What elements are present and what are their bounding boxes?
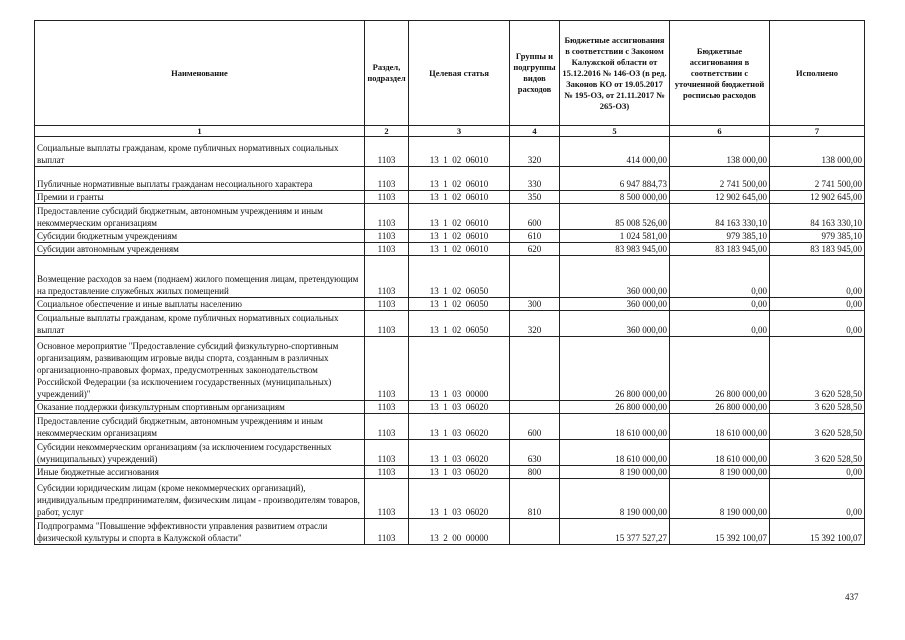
row-name: Подпрограмма "Повышение эффективности управления развитием отрасли физической культуры и спорта в Калужской области" (35, 519, 365, 545)
row-type: 330 (510, 167, 560, 191)
row-section: 1103 (365, 191, 409, 204)
row-executed: 0,00 (770, 479, 865, 519)
row-law: 1 024 581,00 (560, 230, 670, 243)
table-row (35, 230, 865, 243)
row-name: Возмещение расходов за наем (поднаем) жилого помещения лицам, претендующим на предоставление служебных жилых помещений (35, 256, 365, 298)
row-executed: 138 000,00 (770, 137, 865, 167)
row-section: 1103 (365, 479, 409, 519)
row-refined: 979 385,10 (670, 230, 770, 243)
row-type: 320 (510, 311, 560, 337)
table-row (35, 256, 865, 298)
row-target: 13 2 00 00000 (409, 519, 510, 545)
row-name: Иные бюджетные ассигнования (35, 466, 365, 479)
row-target: 13 1 02 06050 (409, 311, 510, 337)
row-section: 1103 (365, 256, 409, 298)
row-refined: 138 000,00 (670, 137, 770, 167)
row-name: Субсидии автономным учреждениям (35, 243, 365, 256)
row-section: 1103 (365, 298, 409, 311)
row-law: 414 000,00 (560, 137, 670, 167)
row-name: Социальное обеспечение и иные выплаты населению (35, 298, 365, 311)
row-law: 26 800 000,00 (560, 401, 670, 414)
table-row (35, 137, 865, 167)
row-refined: 18 610 000,00 (670, 414, 770, 440)
row-target: 13 1 03 06020 (409, 440, 510, 466)
row-executed: 979 385,10 (770, 230, 865, 243)
row-target: 13 1 03 06020 (409, 479, 510, 519)
table-row (35, 414, 865, 440)
row-refined: 26 800 000,00 (670, 337, 770, 401)
row-refined: 18 610 000,00 (670, 440, 770, 466)
row-section: 1103 (365, 440, 409, 466)
table-row (35, 401, 865, 414)
row-name: Публичные нормативные выплаты гражданам несоциального характера (35, 167, 365, 191)
header-section: Раздел, подраздел (365, 21, 409, 126)
header-refined: Бюджетные ассигнования в соответствии с уточненной бюджетной росписью расходов (670, 21, 770, 126)
row-target: 13 1 03 06020 (409, 466, 510, 479)
row-target: 13 1 02 06010 (409, 167, 510, 191)
row-section: 1103 (365, 137, 409, 167)
row-refined: 12 902 645,00 (670, 191, 770, 204)
row-law: 360 000,00 (560, 256, 670, 298)
budget-table-page (34, 20, 864, 545)
header-target: Целевая статья (409, 21, 510, 126)
row-refined: 0,00 (670, 256, 770, 298)
row-refined: 26 800 000,00 (670, 401, 770, 414)
row-target: 13 1 03 06020 (409, 401, 510, 414)
row-section: 1103 (365, 466, 409, 479)
row-name: Субсидии бюджетным учреждениям (35, 230, 365, 243)
row-name: Основное мероприятие "Предоставление субсидий физкультурно-спортивным организациям, развивающим игровые виды спорта, созданным в различных организационно-правовых формах, предусмотренных законодательством Российской Федерации (за исключением государственных (муниципальных) учреждений)" (35, 337, 365, 401)
row-executed: 3 620 528,50 (770, 414, 865, 440)
table-row (35, 440, 865, 466)
row-target: 13 1 03 00000 (409, 337, 510, 401)
row-type: 350 (510, 191, 560, 204)
row-law: 8 190 000,00 (560, 466, 670, 479)
column-numbers-row (35, 126, 865, 137)
row-target: 13 1 02 06050 (409, 256, 510, 298)
row-law: 360 000,00 (560, 311, 670, 337)
header-groups: Группы и подгруппы видов расходов (510, 21, 560, 126)
row-executed: 0,00 (770, 256, 865, 298)
row-type (510, 337, 560, 401)
row-name: Социальные выплаты гражданам, кроме публичных нормативных социальных выплат (35, 311, 365, 337)
row-executed: 2 741 500,00 (770, 167, 865, 191)
header-row (35, 21, 865, 126)
table-row (35, 519, 865, 545)
row-section: 1103 (365, 311, 409, 337)
column-number: 5 (560, 126, 670, 137)
row-type (510, 401, 560, 414)
row-executed: 0,00 (770, 311, 865, 337)
row-section: 1103 (365, 243, 409, 256)
row-refined: 8 190 000,00 (670, 479, 770, 519)
row-target: 13 1 02 06010 (409, 204, 510, 230)
table-row (35, 337, 865, 401)
row-law: 18 610 000,00 (560, 414, 670, 440)
row-refined: 83 183 945,00 (670, 243, 770, 256)
column-number: 2 (365, 126, 409, 137)
column-number: 3 (409, 126, 510, 137)
row-refined: 15 392 100,07 (670, 519, 770, 545)
row-executed: 83 183 945,00 (770, 243, 865, 256)
row-type: 300 (510, 298, 560, 311)
row-section: 1103 (365, 204, 409, 230)
table-row (35, 466, 865, 479)
page-number: 437 (845, 592, 859, 602)
header-law: Бюджетные ассигнования в соответствии с Законом Калужской области от 15.12.2016 № 146-ОЗ (в ред. Законов КО от 19.05.2017 № 195-ОЗ, от 21.11.2017 № 265-ОЗ) (560, 21, 670, 126)
row-type: 610 (510, 230, 560, 243)
column-number: 4 (510, 126, 560, 137)
row-name: Социальные выплаты гражданам, кроме публичных нормативных социальных выплат (35, 137, 365, 167)
row-law: 26 800 000,00 (560, 337, 670, 401)
table-row (35, 243, 865, 256)
row-law: 15 377 527,27 (560, 519, 670, 545)
row-executed: 3 620 528,50 (770, 440, 865, 466)
row-section: 1103 (365, 230, 409, 243)
row-target: 13 1 02 06010 (409, 243, 510, 256)
row-refined: 0,00 (670, 298, 770, 311)
row-type: 620 (510, 243, 560, 256)
row-type: 320 (510, 137, 560, 167)
row-refined: 2 741 500,00 (670, 167, 770, 191)
table-row (35, 311, 865, 337)
row-executed: 3 620 528,50 (770, 337, 865, 401)
row-law: 360 000,00 (560, 298, 670, 311)
row-name: Субсидии юридическим лицам (кроме некоммерческих организаций), индивидуальным предпринимателям, физическим лицам - производителям товаров, работ, услуг (35, 479, 365, 519)
row-name: Предоставление субсидий бюджетным, автономным учреждениям и иным некоммерческим организациям (35, 204, 365, 230)
row-refined: 8 190 000,00 (670, 466, 770, 479)
row-type: 630 (510, 440, 560, 466)
table-row (35, 479, 865, 519)
row-section: 1103 (365, 414, 409, 440)
row-type: 800 (510, 466, 560, 479)
budget-table (34, 20, 865, 545)
row-section: 1103 (365, 167, 409, 191)
row-type: 810 (510, 479, 560, 519)
row-executed: 3 620 528,50 (770, 401, 865, 414)
row-law: 85 008 526,00 (560, 204, 670, 230)
row-law: 6 947 884,73 (560, 167, 670, 191)
table-row (35, 167, 865, 191)
table-row (35, 298, 865, 311)
row-executed: 0,00 (770, 466, 865, 479)
row-section: 1103 (365, 337, 409, 401)
row-name: Премии и гранты (35, 191, 365, 204)
row-name: Субсидии некоммерческим организациям (за исключением государственных (муниципальных) учреждений) (35, 440, 365, 466)
row-target: 13 1 02 06010 (409, 191, 510, 204)
row-target: 13 1 02 06010 (409, 137, 510, 167)
column-number: 1 (35, 126, 365, 137)
row-type (510, 519, 560, 545)
row-executed: 12 902 645,00 (770, 191, 865, 204)
row-name: Оказание поддержки физкультурным спортивным организациям (35, 401, 365, 414)
row-section: 1103 (365, 519, 409, 545)
column-number: 6 (670, 126, 770, 137)
table-row (35, 204, 865, 230)
row-law: 18 610 000,00 (560, 440, 670, 466)
row-executed: 15 392 100,07 (770, 519, 865, 545)
row-target: 13 1 03 06020 (409, 414, 510, 440)
row-executed: 84 163 330,10 (770, 204, 865, 230)
row-refined: 0,00 (670, 311, 770, 337)
row-law: 8 500 000,00 (560, 191, 670, 204)
table-row (35, 191, 865, 204)
row-name: Предоставление субсидий бюджетным, автономным учреждениям и иным некоммерческим организациям (35, 414, 365, 440)
row-executed: 0,00 (770, 298, 865, 311)
row-law: 83 983 945,00 (560, 243, 670, 256)
header-executed: Исполнено (770, 21, 865, 126)
row-target: 13 1 02 06050 (409, 298, 510, 311)
row-target: 13 1 02 06010 (409, 230, 510, 243)
header-name: Наименование (35, 21, 365, 126)
row-law: 8 190 000,00 (560, 479, 670, 519)
column-number: 7 (770, 126, 865, 137)
row-type: 600 (510, 414, 560, 440)
row-refined: 84 163 330,10 (670, 204, 770, 230)
row-section: 1103 (365, 401, 409, 414)
row-type: 600 (510, 204, 560, 230)
row-type (510, 256, 560, 298)
